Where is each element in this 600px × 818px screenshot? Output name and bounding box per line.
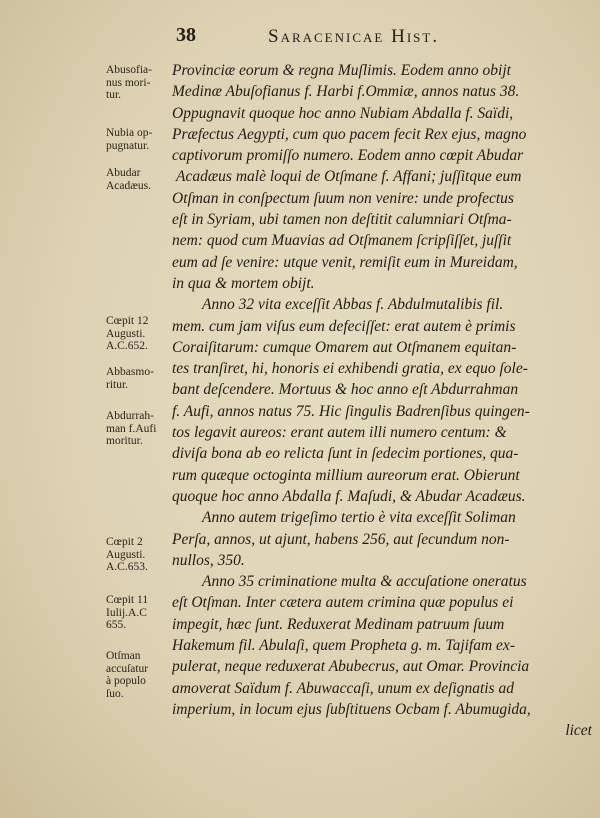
text-line: bant deſcendere. Mortuus & hoc anno eſt Abdurrahman bbox=[172, 381, 519, 399]
body-text bbox=[172, 60, 592, 742]
text-line: Coraiſitarum: cumque Omarem aut Otſmanem equitan- bbox=[172, 338, 517, 356]
text-line: eſt Otſman. Inter cætera autem crimina quæ populus ei bbox=[172, 594, 514, 612]
text-line: tos legavit aureos: erant autem illi numero centum: & bbox=[172, 424, 507, 442]
text-line: Oppugnavit quoque hoc anno Nubiam Abdalla f. Saïdi, bbox=[172, 104, 514, 122]
text-line: Provinciæ eorum & regna Muſlimis. Eodem anno obijt bbox=[172, 62, 511, 79]
text-line: Anno autem trigeſimo tertio è vita exceſſit Soliman bbox=[202, 509, 516, 527]
text-line: tes tranſiret, hi, honoris ei exhibendi gratia, ex equo ſole- bbox=[172, 360, 528, 378]
margin-note: Cœpit 2 Augusti. A.C.653. bbox=[106, 536, 148, 573]
margin-note: Cœpit 12 Augusti. A.C.652. bbox=[106, 315, 149, 352]
margin-note: Abdurrah- man f.Aufi moritur. bbox=[106, 410, 157, 447]
text-line: Perſa, annos, ut ajunt, habens 256, aut ſecundum non- bbox=[172, 530, 510, 548]
text-line: diviſa bona ab eo relicta ſunt in ſedecim portiones, qua- bbox=[172, 445, 519, 463]
text-line: nullos, 350. bbox=[172, 551, 245, 569]
text-line: in qua & mortem obijt. bbox=[172, 274, 315, 292]
margin-note: Abudar Acadæus. bbox=[106, 167, 152, 192]
text-line: Medinæ Abuſofianus f. Harbi f.Ommiæ, annos natus 38. bbox=[172, 83, 520, 101]
text-line: imperium, in locum ejus ſubſtituens Ocbam f. Abumugida, bbox=[172, 700, 531, 718]
margin-note: Abusofia- nus mori- tur. bbox=[106, 64, 152, 101]
page-header bbox=[0, 22, 600, 52]
text-line: eſt in Syriam, ubi tamen non deſtitit calumniari Otſma- bbox=[172, 211, 512, 229]
text-line: Præfectus Aegypti, cum quo pacem fecit Rex ejus, magno bbox=[172, 125, 527, 143]
running-title: Saracenicae Hist. bbox=[268, 26, 440, 47]
text-line: captivorum promiſſo numero. Eodem anno cœpit Abudar bbox=[172, 147, 524, 165]
text-line: Otſman in conſpectum ſuum non venire: unde profectus bbox=[172, 189, 514, 207]
text-line: pulerat, neque reduxerat Abubecrus, aut Omar. Provincia bbox=[172, 658, 530, 676]
text-line: amoverat Saïdum f. Abuwaccaſi, unum ex deſignatis ad bbox=[172, 679, 514, 697]
text-line: impegit, hæc ſunt. Reduxerat Medinam patruum ſuum bbox=[172, 615, 505, 633]
text-line: eum ad ſe venire: utque venit, remiſit eum in Mureidam, bbox=[172, 253, 518, 271]
text-line: nem: quod cum Muavias ad Otſmanem ſcripſiſſet, juſſit bbox=[172, 232, 512, 250]
text-line: Acadæus malè loqui de Otſmane f. Affani; juſſitque eum bbox=[176, 168, 522, 186]
text-line: f. Aufi, annos natus 75. Hic ſingulis Badrenſibus quingen- bbox=[172, 402, 530, 420]
margin-note: Abbasmo- ritur. bbox=[106, 366, 154, 391]
catchword: licet bbox=[565, 722, 592, 740]
margin-note: Cœpit 11 Iulij.A.C 655. bbox=[106, 594, 149, 631]
text-line: Hakemum fil. Abulaſi, quem Propheta g. m. Tajifam ex- bbox=[172, 637, 515, 655]
margin-note: Otſman accuſatur à populo ſuo. bbox=[106, 650, 149, 700]
page-number: 38 bbox=[176, 24, 196, 46]
text-line: Anno 35 criminatione multa & accuſatione oneratus bbox=[202, 573, 527, 591]
text-line: mem. cum jam viſus eum defeciſſet: erat autem è primis bbox=[172, 317, 516, 335]
margin-note: Nubia op- pugnatur. bbox=[106, 127, 153, 152]
text-line: quoque hoc anno Abdalla f. Maſudi, & Abudar Acadæus. bbox=[172, 487, 526, 505]
text-line: Anno 32 vita exceſſit Abbas f. Abdulmutalibis fil. bbox=[202, 296, 504, 314]
text-line: rum quæque octoginta millium aureorum erat. Obierunt bbox=[172, 466, 520, 484]
